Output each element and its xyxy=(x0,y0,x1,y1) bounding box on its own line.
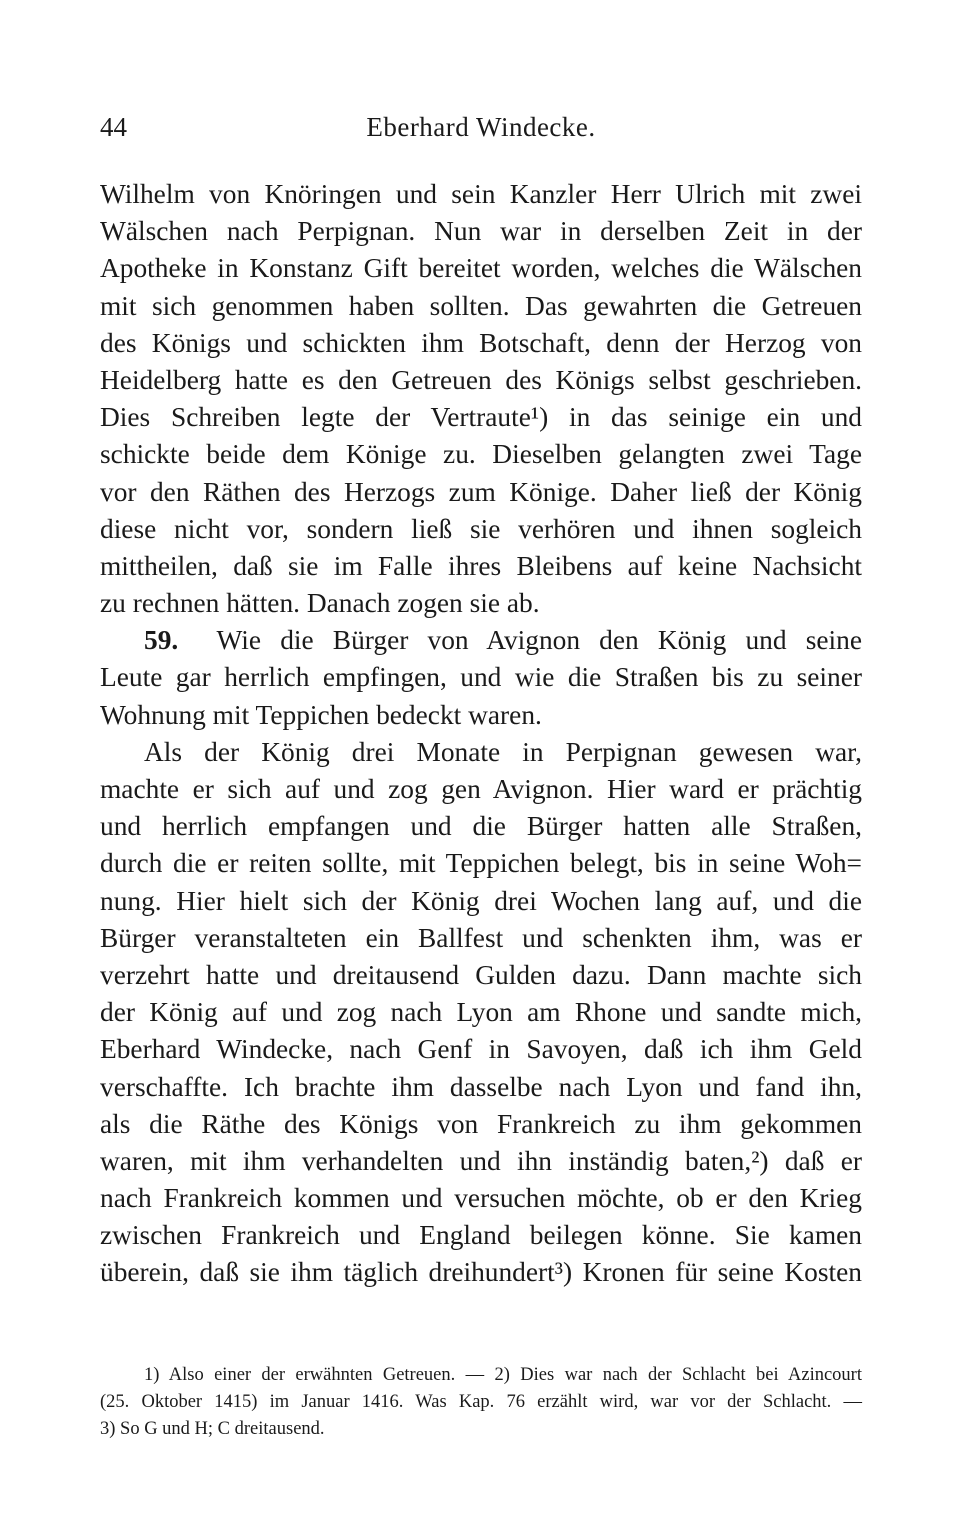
text-line: schickte beide dem Könige zu. Dieselben gelangten zwei Tage xyxy=(100,439,862,470)
footnote-line: 3) So G und H; C dreitausend. xyxy=(100,1419,325,1439)
text-line: des Königs und schickten ihm Botschaft, denn der Herzog von xyxy=(100,327,862,358)
text-line: waren, mit ihm verhandelten und ihn inständig baten,²) daß er xyxy=(100,1145,862,1176)
footnotes xyxy=(100,1362,862,1443)
text-line: der König auf und zog nach Lyon am Rhone und sandte mich, xyxy=(100,997,862,1028)
footnote-line: 1) Also einer der erwähnten Getreuen. — 2) Dies war nach der Schlacht bei Azincourt xyxy=(144,1365,862,1385)
body-text xyxy=(100,176,862,1292)
text-line: vor den Räthen des Herzogs zum Könige. Daher ließ der König xyxy=(100,476,862,507)
text-line: verzehrt hatte und dreitausend Gulden dazu. Dann machte sich xyxy=(100,959,862,990)
text-line: Als der König drei Monate in Perpignan gewesen war, xyxy=(144,736,862,767)
section-number: 59. xyxy=(144,625,179,656)
footnote-line: (25. Oktober 1415) im Januar 1416. Was Kap. 76 erzählt wird, war vor der Schlacht. — xyxy=(100,1392,862,1412)
text-line: Wälschen nach Perpignan. Nun war in derselben Zeit in der xyxy=(100,216,862,247)
text-line: machte er sich auf und zog gen Avignon. Hier ward er prächtig xyxy=(100,774,862,804)
text-line: mittheilen, daß sie im Falle ihres Bleibens auf keine Nachsicht xyxy=(100,550,862,581)
text-line: überein, daß sie ihm täglich dreihundert³) Kronen für seine Kosten xyxy=(100,1257,862,1288)
text-line: Apotheke in Konstanz Gift bereitet worden, welches die Wälschen xyxy=(100,253,862,284)
text-line: Wilhelm von Knöringen und sein Kanzler Herr Ulrich mit zwei xyxy=(100,179,862,209)
text-line: Eberhard Windecke, nach Genf in Savoyen, daß ich ihm Geld xyxy=(100,1034,862,1065)
running-title: Eberhard Windecke. xyxy=(366,112,596,142)
section-heading-line: Leute gar herrlich empfingen, und wie die Straßen bis zu seiner xyxy=(100,662,862,693)
text-line: nach Frankreich kommen und versuchen möchte, ob er den Krieg xyxy=(100,1183,862,1214)
section-heading-line xyxy=(100,622,862,659)
text-line: als die Räthe des Königs von Frankreich zu ihm gekommen xyxy=(100,1108,862,1139)
text-line: nung. Hier hielt sich der König drei Wochen lang auf, und die xyxy=(100,885,862,916)
text-line: und herrlich empfangen und die Bürger hatten alle Straßen, xyxy=(100,811,862,842)
text-line: zu rechnen hätten. Danach zogen sie ab. xyxy=(100,588,540,619)
text-line: Dies Schreiben legte der Vertraute¹) in das seinige ein und xyxy=(100,402,862,433)
page-header xyxy=(100,112,862,152)
section-heading-text: Wie die Bürger von Avignon den König und seine xyxy=(216,625,862,656)
text-line: diese nicht vor, sondern ließ sie verhören und ihnen sogleich xyxy=(100,513,862,544)
text-line: Heidelberg hatte es den Getreuen des Königs selbst geschrieben. xyxy=(100,364,862,395)
text-line: zwischen Frankreich und England beilegen könne. Sie kamen xyxy=(100,1220,862,1251)
text-line: verschaffte. Ich brachte ihm dasselbe nach Lyon und fand ihn, xyxy=(100,1071,862,1102)
text-line: Bürger veranstalteten ein Ballfest und schenkten ihm, was er xyxy=(100,922,862,953)
page-number: 44 xyxy=(100,112,127,142)
text-line: mit sich genommen haben sollten. Das gewahrten die Getreuen xyxy=(100,290,862,321)
text-line: durch die er reiten sollte, mit Teppichen belegt, bis in seine Woh= xyxy=(100,848,862,879)
section-heading-line: Wohnung mit Teppichen bedeckt waren. xyxy=(100,699,542,730)
